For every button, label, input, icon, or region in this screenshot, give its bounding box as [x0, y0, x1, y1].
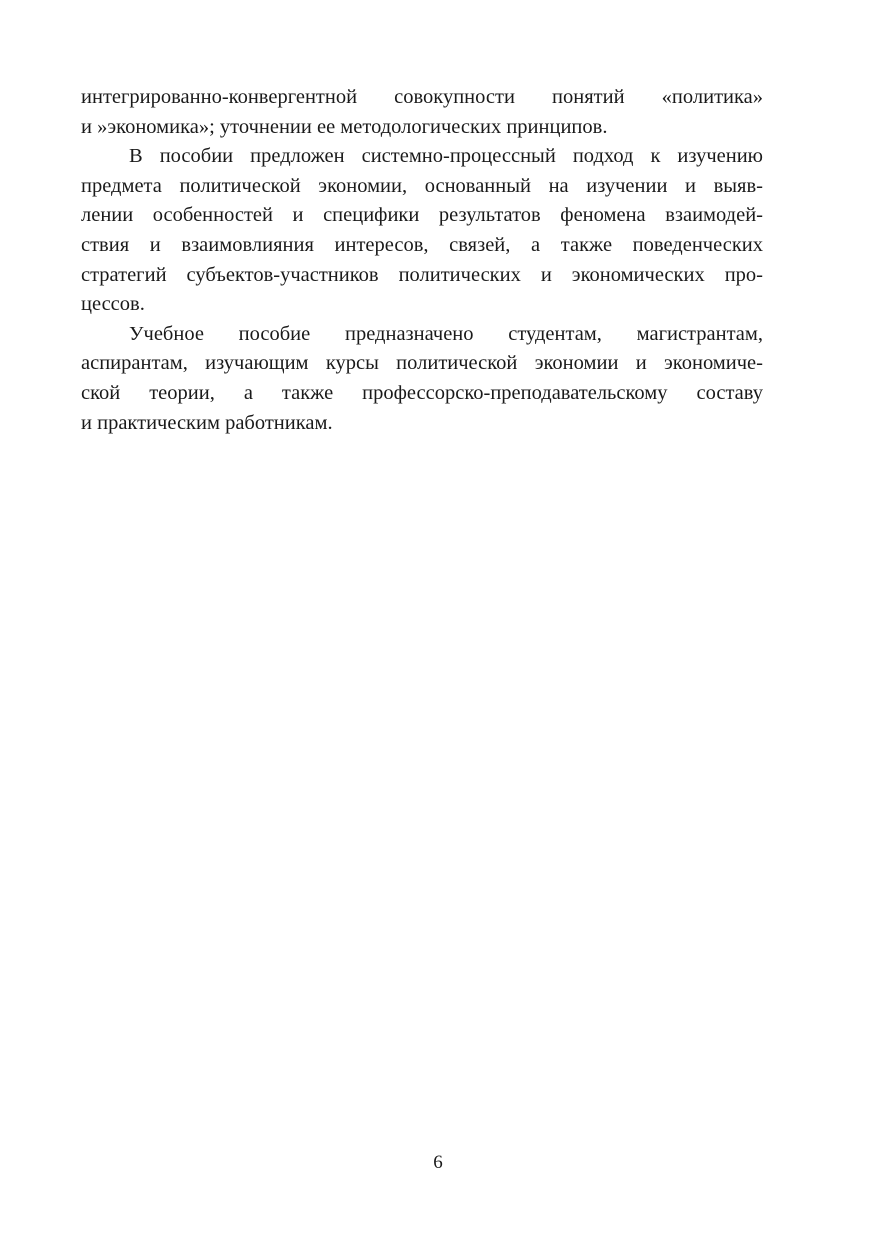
text-line: цессов. [81, 293, 145, 316]
text-line: и практическим работникам. [81, 411, 333, 434]
text-line: стратегий субъектов-участников политических и экономических про- [81, 263, 763, 286]
text-line: ствия и взаимовлияния интересов, связей, а также поведенческих [81, 233, 763, 256]
text-line: аспирантам, изучающим курсы политической экономии и экономиче- [81, 352, 763, 375]
text-line: и »экономика»; уточнении ее методологических принципов. [81, 115, 608, 138]
paragraph-3 [81, 320, 763, 438]
text-line: предмета политической экономии, основанный на изучении и выяв- [81, 174, 763, 197]
body-text [81, 83, 763, 438]
paragraph-2 [81, 142, 763, 320]
text-line: лении особенностей и специфики результатов феномена взаимодей- [81, 204, 763, 227]
text-line: В пособии предложен системно-процессный подход к изучению [129, 145, 763, 168]
paragraph-1 [81, 83, 763, 142]
text-line: Учебное пособие предназначено студентам, магистрантам, [129, 322, 763, 345]
text-line: ской теории, а также профессорско-преподавательскому составу [81, 381, 763, 404]
page-number: 6 [433, 1152, 443, 1173]
text-line: интегрированно-конвергентной совокупности понятий «политика» [81, 86, 763, 108]
